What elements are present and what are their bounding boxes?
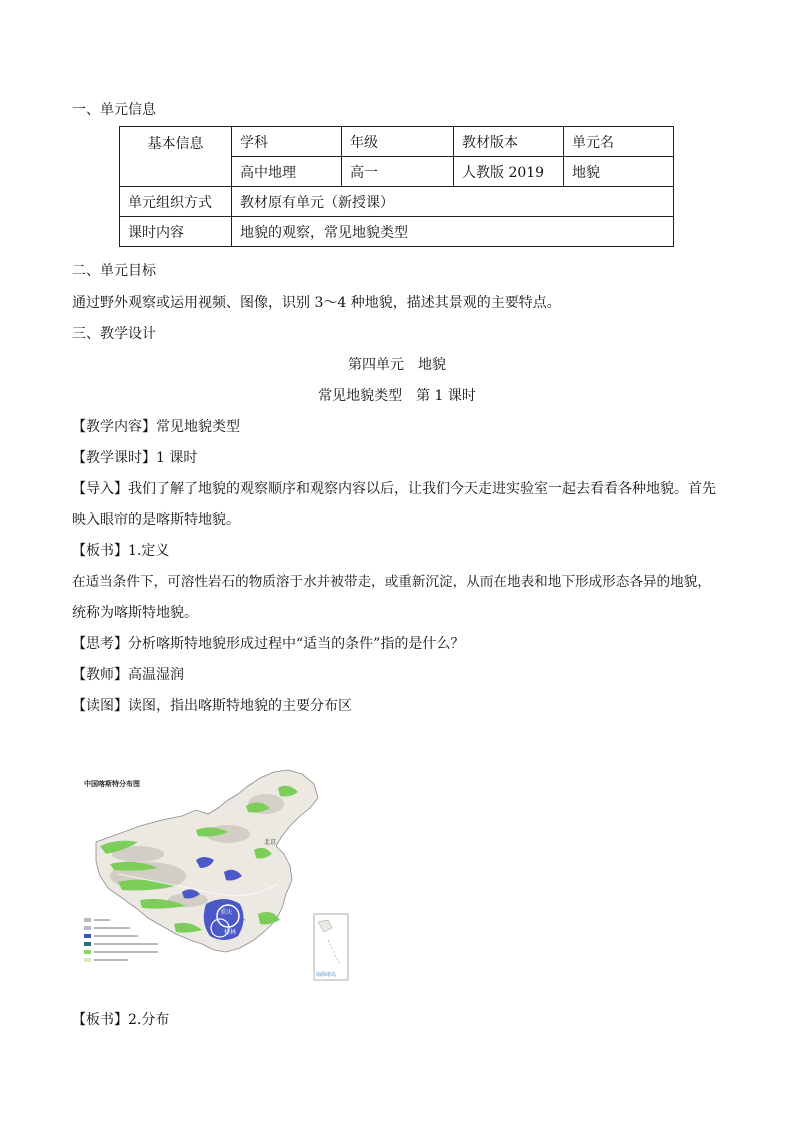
legend-swatch-2 (84, 942, 91, 946)
city-label-guilin: 桂林 (224, 929, 237, 936)
legend-swatch-3 (84, 950, 91, 954)
value-subject: 高中地理 (232, 157, 342, 187)
goal-text: 通过野外观察或运用视频、图像，识别 3～4 种地貌，描述其景观的主要特点。 (72, 295, 561, 311)
section-heading-teaching-design: 三、教学设计 (72, 326, 156, 342)
south-china-sea-inset (314, 914, 348, 980)
content-label: 课时内容 (120, 217, 232, 247)
teacher-tag: 【教师】 (72, 667, 128, 683)
board-tag-2: 【板书】 (72, 1012, 128, 1028)
read-map-tag: 【读图】 (72, 698, 128, 714)
think-text: 分析喀斯特地貌形成过程中“适当的条件”指的是什么？ (128, 636, 465, 652)
header-unit-name: 单元名 (564, 127, 674, 157)
value-unit-name: 地貌 (564, 157, 674, 187)
teacher-row (72, 665, 184, 685)
teaching-period-text: 1 课时 (156, 450, 198, 466)
lesson-title: 常见地貌类型 第 1 课时 (318, 388, 476, 404)
header-subject: 学科 (232, 127, 342, 157)
intro-row (72, 479, 716, 499)
teaching-content-text: 常见地貌类型 (156, 419, 240, 435)
teaching-content-tag: 【教学内容】 (72, 419, 156, 435)
china-map-image (78, 764, 354, 986)
read-map-text: 读图，指出喀斯特地貌的主要分布区 (128, 698, 352, 714)
board-distribution-row (72, 1010, 169, 1030)
map-title: 中国喀斯特分布图 (84, 781, 140, 788)
org-label: 单元组织方式 (120, 187, 232, 217)
karst-distribution-map (78, 764, 354, 986)
intro-tag: 【导入】 (72, 481, 128, 497)
teaching-period-tag: 【教学课时】 (72, 450, 156, 466)
header-textbook: 教材版本 (454, 127, 564, 157)
legend-text-placeholder-1 (94, 919, 110, 921)
section-heading-unit-goal: 二、单元目标 (72, 263, 156, 279)
legend-text-placeholder-5 (94, 951, 158, 953)
city-label-beijing: 北京 (264, 839, 277, 846)
basic-info-label: 基本信息 (120, 127, 232, 187)
think-row (72, 634, 464, 654)
legend-swatch-4 (84, 958, 91, 962)
board-distribution-text: 2.分布 (128, 1012, 170, 1028)
section-heading-unit-info: 一、单元信息 (72, 102, 156, 118)
teaching-content-row (72, 417, 240, 437)
board-definition-text: 1.定义 (128, 543, 170, 559)
city-label-chongqing: 重庆 (220, 909, 233, 916)
intro-text-2: 映入眼帘的是喀斯特地貌。 (72, 512, 240, 528)
content-value: 地貌的观察，常见地貌类型 (232, 217, 674, 247)
header-grade: 年级 (342, 127, 454, 157)
think-tag: 【思考】 (72, 636, 128, 652)
board-definition-row (72, 541, 169, 561)
legend-text-placeholder-2 (94, 927, 130, 929)
map-legend (84, 918, 158, 962)
intro-text-1: 我们了解了地貌的观察顺序和观察内容以后，让我们今天走进实验室一起去看看各种地貌。首先 (128, 481, 716, 497)
definition-text-1: 在适当条件下，可溶性岩石的物质溶于水并被带走，或重新沉淀，从而在地表和地下形成形态各异的地貌， (72, 574, 711, 590)
unit-title: 第四单元 地貌 (348, 357, 446, 373)
value-grade: 高一 (342, 157, 454, 187)
board-tag-1: 【板书】 (72, 543, 128, 559)
definition-text-2: 统称为喀斯特地貌。 (72, 605, 198, 621)
org-value: 教材原有单元（新授课） (232, 187, 674, 217)
value-textbook: 人教版 2019 (454, 157, 564, 187)
legend-text-placeholder-6 (94, 959, 128, 961)
read-map-row (72, 696, 352, 716)
legend-swatch-heritage (84, 926, 91, 930)
teacher-text: 高温湿润 (128, 667, 184, 683)
legend-swatch-capital (84, 918, 91, 922)
teaching-period-row (72, 448, 197, 468)
inset-label: 南海诸岛 (316, 972, 337, 978)
legend-text-placeholder-3 (94, 935, 138, 937)
legend-swatch-1 (84, 934, 91, 938)
unit-info-table (119, 126, 674, 247)
legend-text-placeholder-4 (94, 943, 158, 945)
